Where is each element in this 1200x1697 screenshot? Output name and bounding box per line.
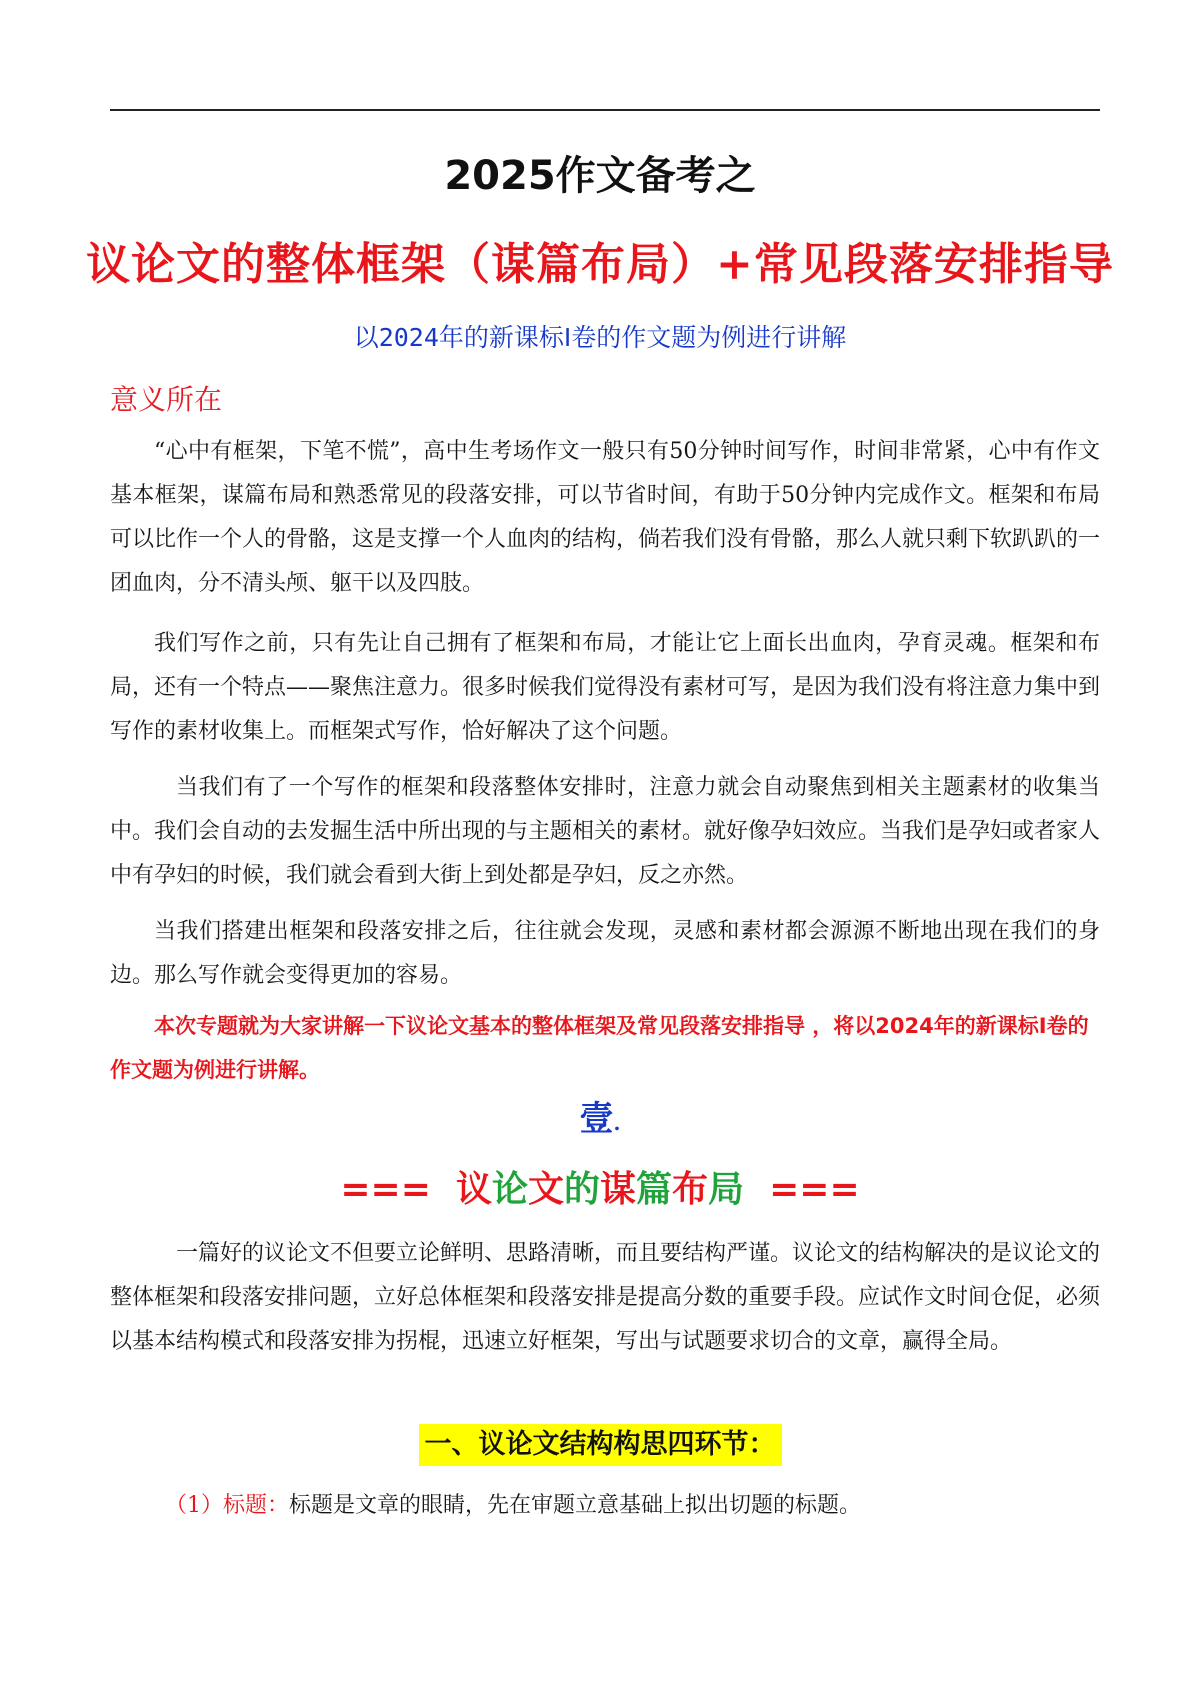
section-title xyxy=(0,1163,1200,1217)
header-rule xyxy=(110,109,1100,111)
paragraph-4: 当我们搭建出框架和段落安排之后，往往就会发现，灵感和素材都会源源不断地出现在我们的身边。那么写作就会变得更加的容易。 xyxy=(110,919,1100,988)
document-main-title: 议论文的整体框架（谋篇布局）+常见段落安排指导 xyxy=(86,239,1114,290)
section-title-right-marks: === xyxy=(769,1169,860,1210)
section-title-char-3: 文 xyxy=(527,1169,564,1210)
section-number-text: 壹 xyxy=(579,1099,614,1139)
list-item-text: 标题是文章的眼睛，先在审题立意基础上拟出切题的标题。 xyxy=(289,1493,862,1518)
paragraph-2: 我们写作之前，只有先让自己拥有了框架和布局，才能让它上面长出血肉，孕育灵魂。框架和布局，还有一个特点——聚焦注意力。很多时候我们觉得没有素材可写，是因为我们没有将注意力集中到写作的素材收集上。而框架式写作，恰好解决了这个问题。 xyxy=(110,631,1101,744)
section-title-char-7: 布 xyxy=(672,1169,709,1210)
paragraph-3: 当我们有了一个写作的框架和段落整体安排时，注意力就会自动聚焦到相关主题素材的收集当中。我们会自动的去发掘生活中所出现的与主题相关的素材。就好像孕妇效应。当我们是孕妇或者家人中有孕妇的时候，我们就会看到大街上到处都是孕妇，反之亦然。 xyxy=(110,775,1101,888)
section-title-left-marks: === xyxy=(340,1169,431,1210)
section-title-char-1: 议 xyxy=(455,1169,492,1210)
section-number xyxy=(0,1093,1200,1149)
document-subtitle: 以2024年的新课标Ⅰ卷的作文题为例进行讲解 xyxy=(353,323,847,352)
subheading-highlighted: 一、议论文结构构思四环节： xyxy=(419,1424,782,1466)
section-title-char-5: 谋 xyxy=(600,1169,637,1210)
highlight-note: 本次专题就为大家讲解一下议论文基本的整体框架及常见段落安排指导 ，将以2024年的新课标Ⅰ卷的作文题为例进行讲解。 xyxy=(110,1014,1089,1082)
section-title-char-8: 局 xyxy=(708,1169,745,1210)
subheading-wrap xyxy=(0,1424,1200,1466)
document-title: 2025作文备考之 xyxy=(444,153,756,199)
section-heading-meaning: 意义所在 xyxy=(110,383,223,416)
list-item xyxy=(165,1484,861,1528)
paragraph-5: 一篇好的议论文不但要立论鲜明、思路清晰，而且要结构严谨。议论文的结构解决的是议论文的整体框架和段落安排问题，立好总体框架和段落安排是提高分数的重要手段。应试作文时间仓促，必须以基本结构模式和段落安排为拐棍，迅速立好框架，写出与试题要求切合的文章，赢得全局。 xyxy=(110,1241,1101,1354)
paragraph-1: “心中有框架，下笔不慌”，高中生考场作文一般只有50分钟时间写作，时间非常紧，心中有作文基本框架，谋篇布局和熟悉常见的段落安排，可以节省时间，有助于50分钟内完成作文。框架和布局可以比作一个人的骨骼，这是支撑一个人血肉的结构，倘若我们没有骨骼，那么人就只剩下软趴趴的一团血肉，分不清头颅、躯干以及四肢。 xyxy=(110,439,1101,596)
list-item-label: （1）标题： xyxy=(165,1493,289,1518)
section-title-char-4: 的 xyxy=(563,1169,600,1210)
section-number-dot: . xyxy=(613,1111,621,1135)
section-title-char-6: 篇 xyxy=(636,1169,673,1210)
section-title-char-2: 论 xyxy=(491,1169,528,1210)
